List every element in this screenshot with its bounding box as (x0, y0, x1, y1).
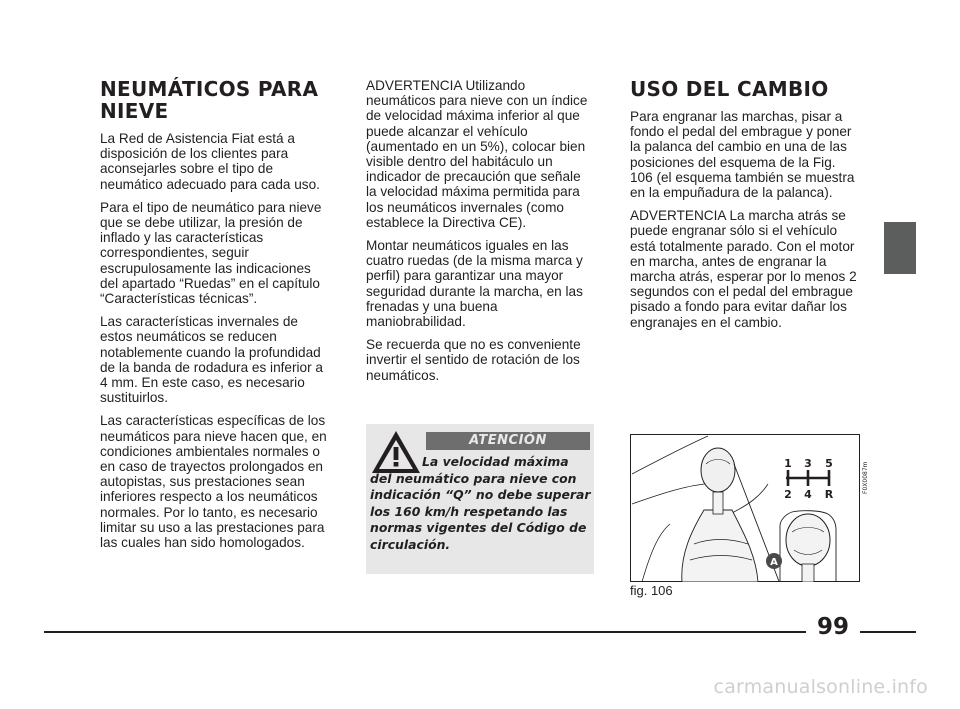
warning-label: ATENCIÓN (426, 432, 590, 450)
paragraph: Se recuerda que no es conveniente invertir el sentido de rotación de los neumáticos. (366, 337, 581, 383)
paragraph: Las características específicas de los neumáticos para nieve hacen que, en condiciones ambientales normales o en caso de trayectos prolongados en autopistas, sus prestaciones sean inferiores respecto a los neumáticos normales. Por lo tanto, es necesario limitar su uso a las prestaciones para las cuales han sido homologados. (100, 413, 327, 551)
left-column (100, 78, 332, 558)
figure-code: F0X0087m (862, 461, 869, 494)
paragraph: Las características invernales de estos neumáticos se reducen notablemente cuando la profundidad de la banda de rodadura es inferior a 4 mm. En este caso, es necesario sustituirlos. (100, 314, 323, 406)
gear-label: R (824, 488, 834, 501)
paragraph: Montar neumáticos iguales en las cuatro ruedas (de la misma marca y perfil) para garantizar una mayor seguridad durante la marcha, en las frenadas y una buena maniobrabilidad. (366, 238, 583, 330)
heading-gear-use: USO DEL CAMBIO (630, 77, 829, 101)
right-column (630, 78, 858, 338)
paragraph: La Red de Asistencia Fiat está a disposición de los clientes para aconsejarles sobre el tipo de neumático adecuado para cada uso. (100, 131, 320, 192)
paragraph: ADVERTENCIA La marcha atrás se puede engranar sólo si el vehículo está totalmente parado. Con el motor en marcha, antes de engranar la marcha atrás, esperar por lo menos 2 segundos con el pedal del embrague pisado a fondo para evitar dañar los engranajes en el cambio. (630, 208, 857, 330)
gear-label: 5 (825, 457, 833, 470)
footer-rule (860, 631, 916, 633)
chapter-tab (884, 222, 916, 274)
callout-label: A (770, 557, 778, 568)
gear-label: 4 (804, 488, 812, 501)
paragraph: Para el tipo de neumático para nieve que se debe utilizar, la presión de inflado y las características correspondientes, seguir escrupulosamente las indicaciones del apartado “Ruedas” en el capítulo “Características técnicas”. (100, 199, 322, 307)
paragraph: Para engranar las marchas, pisar a fondo el pedal del embrague y poner la palanca del cambio en una de las posiciones del esquema de la Fig. 106 (el esquema también se muestra en la empuñadura de la palanca). (630, 109, 855, 201)
page-number: 99 (816, 614, 849, 640)
gear-label: 3 (804, 457, 812, 470)
heading-snow-tyres: NEUMÁTICOS PARA NIEVE (100, 77, 319, 123)
warning-text (370, 454, 592, 554)
warning-box (366, 424, 594, 574)
gearshift-figure (630, 434, 860, 582)
paragraph: ADVERTENCIA Utilizando neumáticos para nieve con un índice de velocidad máxima inferior al que puede alcanzar el vehículo (aumentado en un 5%), colocar bien visible dentro del habitáculo un indicador de precaución que señale la velocidad máxima permitida para los neumáticos invernales (como establece la Directiva CE). (366, 78, 588, 230)
watermark: carmanualsonline.info (713, 676, 928, 698)
gear-label: 1 (784, 457, 792, 470)
figure-caption: fig. 106 (630, 583, 673, 598)
warning-text-rest: nieve con indicación “Q” no debe superar los 160 km/h respetando las normas vigentes del Código de circulación. (370, 470, 591, 552)
warning-text-lead: La velocidad máxima del neumático para (370, 454, 569, 486)
gear-label: 2 (784, 488, 792, 501)
footer-rule (44, 631, 806, 633)
middle-column (366, 78, 594, 391)
